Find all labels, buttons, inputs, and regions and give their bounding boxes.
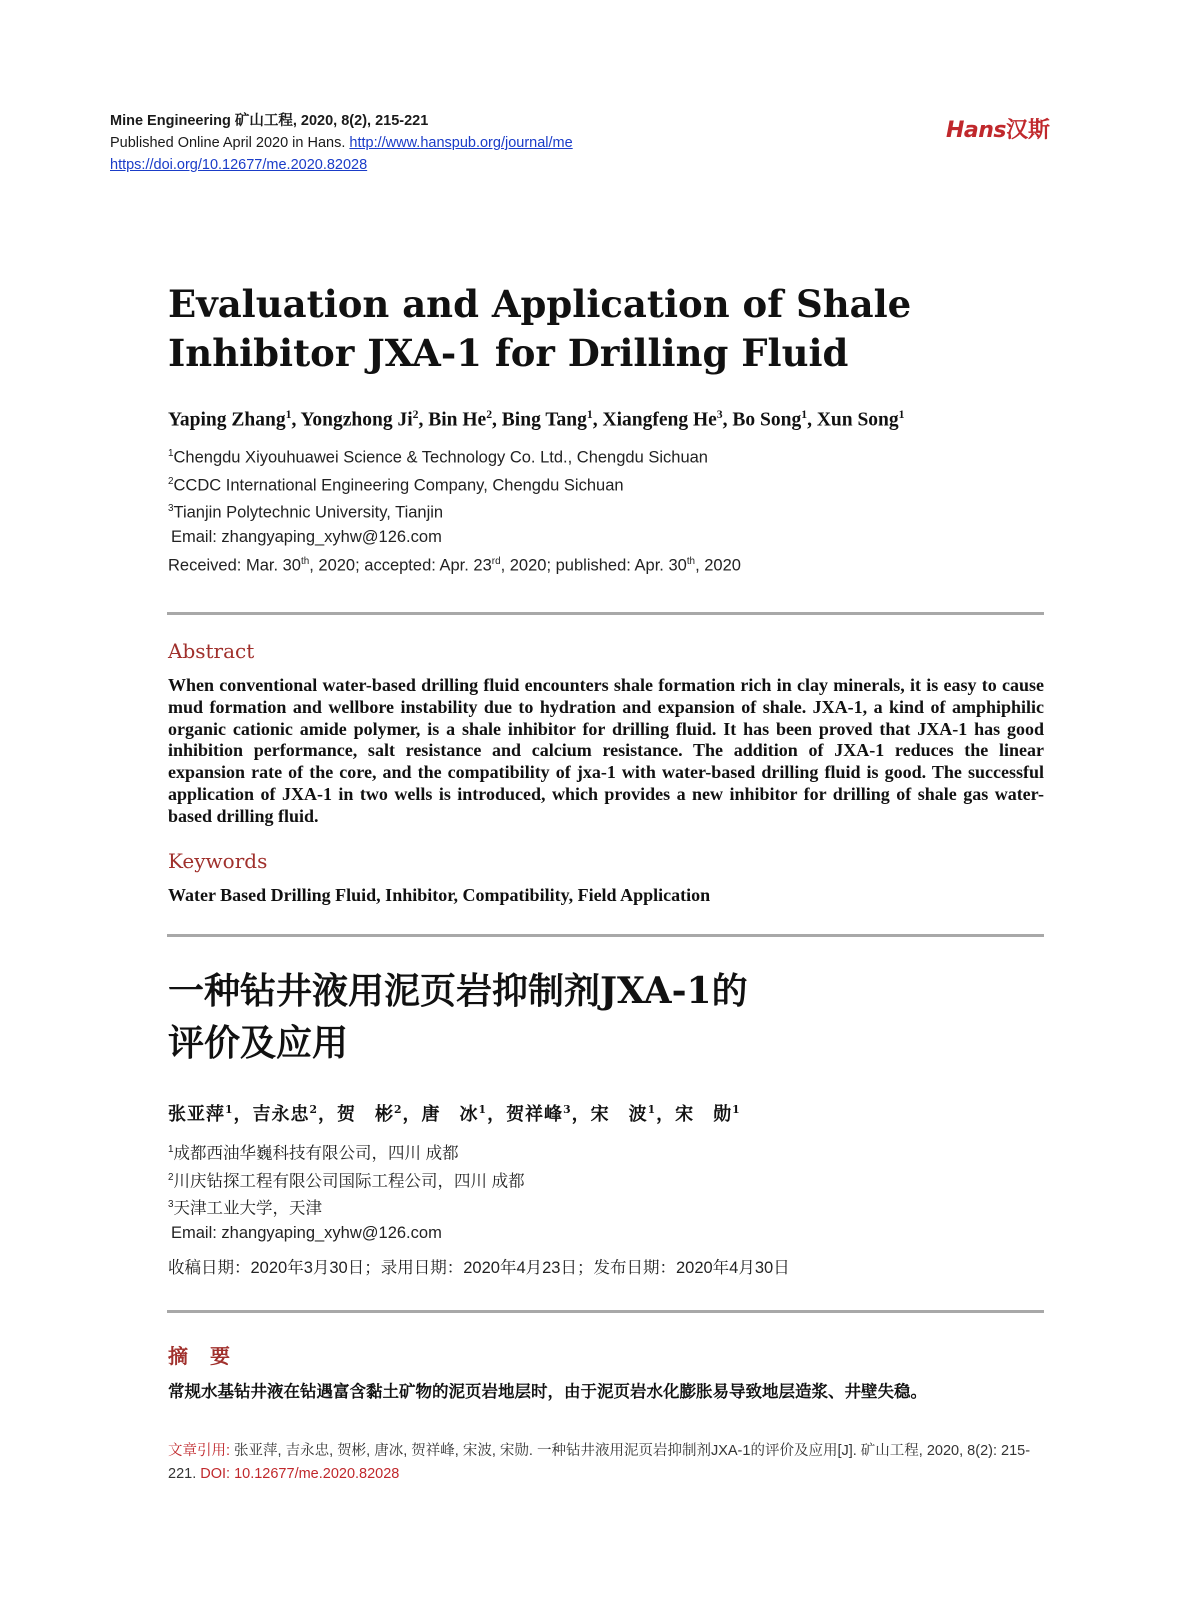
section-divider (167, 1310, 1044, 1313)
author-name: 宋 勋 (675, 1104, 733, 1125)
chinese-abstract-text: 常规水基钻井液在钻遇富含黏土矿物的泥页岩地层时，由于泥页岩水化膨胀易导致地层造浆、井壁失稳。 (168, 1382, 927, 1401)
english-affiliations (168, 442, 708, 549)
chinese-title-line-1: 一种钻井液用泥页岩抑制剂JXA-1的 (168, 970, 748, 1012)
author-affiliation-mark: 1 (898, 408, 905, 421)
accepted-text: , 2020; accepted: Apr. 23 (309, 556, 492, 575)
affiliation-text: 天津工业大学，天津 (173, 1199, 322, 1218)
received-text: Received: Mar. 30 (168, 556, 301, 575)
affiliation-text: Tianjin Polytechnic University, Tianjin (173, 503, 444, 522)
chinese-dates: 收稿日期：2020年3月30日；录用日期：2020年4月23日；发布日期：2020年4月30日 (168, 1259, 790, 1277)
citation (168, 1440, 1048, 1486)
author-affiliation-mark: 2 (412, 408, 419, 421)
email-line: Email: zhangyaping_xyhw@126.com (171, 527, 442, 546)
citation-body: 张亚萍, 吉永忠, 贺彬, 唐冰, 贺祥峰, 宋波, 宋勋. 一种钻井液用泥页岩抑制剂JXA-1的评价及应用[J]. 矿山工程, 2020, 8(2): 215-221. (168, 1443, 1031, 1482)
affiliation-number: 3 (168, 1199, 174, 1210)
author-name: Bo Song (732, 409, 802, 431)
author-affiliation-mark: 1 (225, 1103, 234, 1116)
author-affiliation-mark: 1 (478, 1103, 488, 1116)
year-text: , 2020 (695, 556, 741, 575)
section-divider (167, 934, 1044, 937)
email-line: Email: zhangyaping_xyhw@126.com (171, 1223, 442, 1242)
keywords-heading: Keywords (168, 849, 268, 873)
citation-label: 文章引用: (168, 1443, 231, 1459)
affiliation-number: 1 (168, 1144, 174, 1155)
author-name: Yaping Zhang (168, 409, 286, 431)
author-affiliation-mark: 2 (309, 1103, 319, 1116)
chinese-authors: 张亚萍$^1$，吉永忠$^2$，贺 彬$^2$，唐 冰$^1$，贺祥峰$^3$，宋 波$^1$，宋 勋$^1$ (168, 1103, 741, 1125)
chinese-affiliations (168, 1138, 525, 1245)
chinese-abstract-heading: 摘要 (168, 1344, 252, 1368)
author-affiliation-mark: 1 (586, 408, 593, 421)
author-affiliation-mark: 1 (285, 408, 292, 421)
ordinal-suffix: rd (491, 556, 501, 567)
section-divider (167, 612, 1044, 615)
author-name: 唐 冰 (421, 1104, 479, 1125)
logo-cjk-text: 汉斯 (1006, 118, 1051, 143)
affiliation-number: 3 (168, 503, 174, 514)
author-name: 张亚萍 (168, 1104, 225, 1125)
ordinal-suffix: th (686, 556, 696, 567)
published-line (110, 132, 573, 154)
affiliation-line (168, 497, 708, 525)
abstract-text: When conventional water-based drilling fluid encounters shale formation rich in clay minerals, it is easy to cause mud formation and wellbore instability due to hydration and expansion of shale. JXA-1, a kind of amphiphilic organic cationic amide polymer, is a shale inhibitor for drilling fluid. It has been proved that JXA-1 has good inhibition performance, salt resistance and calcium resistance. The addition of JXA-1 reduces the linear expansion rate of the core, and the compatibility of jxa-1 with water-based drilling fluid is good. The successful application of JXA-1 in two wells is introduced, which provides a new inhibitor for drilling of shale gas water-based drilling fluid. (168, 675, 1044, 826)
chinese-title (168, 965, 1068, 1069)
received-dates (168, 556, 741, 576)
english-title-line-2: Inhibitor JXA-1 for Drilling Fluid (168, 331, 849, 375)
author-affiliation-mark: 2 (486, 408, 493, 421)
ordinal-suffix: th (300, 556, 310, 567)
affiliation-line (168, 470, 708, 498)
affiliation-text: 川庆钻探工程有限公司国际工程公司，四川 成都 (173, 1172, 525, 1190)
journal-header (110, 110, 573, 176)
doi-url-link[interactable]: https://doi.org/10.12677/me.2020.82028 (110, 157, 368, 173)
author-name: Bin He (428, 409, 487, 431)
affiliation-line (168, 442, 708, 470)
author-affiliation-mark: 3 (716, 408, 723, 421)
author-name: 贺 彬 (337, 1104, 395, 1125)
journal-line: Mine Engineering 矿山工程, 2020, 8(2), 215-221 (110, 113, 429, 129)
published-prefix: Published Online April 2020 in Hans. (110, 135, 346, 151)
affiliation-text: Chengdu Xiyouhuawei Science & Technology Co. Ltd., Chengdu Sichuan (173, 448, 708, 467)
author-name: 贺祥峰 (506, 1104, 564, 1125)
affiliation-text: 成都西油华巍科技有限公司，四川 成都 (173, 1144, 459, 1163)
affiliation-number: 1 (168, 448, 174, 459)
author-affiliation-mark: 1 (732, 1103, 741, 1116)
author-affiliation-mark: 1 (647, 1103, 657, 1116)
chinese-title-line-2: 评价及应用 (168, 1022, 349, 1064)
author-name: Xiangfeng He (602, 409, 717, 431)
author-name: 宋 波 (590, 1104, 648, 1125)
author-name: 吉永忠 (252, 1104, 310, 1125)
author-affiliation-mark: 1 (801, 408, 808, 421)
published-text: , 2020; published: Apr. 30 (500, 556, 687, 575)
abstract-heading: Abstract (168, 639, 255, 663)
citation-doi[interactable]: DOI: 10.12677/me.2020.82028 (200, 1466, 400, 1482)
english-title-line-1: Evaluation and Application of Shale (168, 282, 912, 326)
logo-latin-text: Hans (946, 118, 1007, 143)
author-affiliation-mark: 3 (563, 1103, 572, 1116)
author-name: Xun Song (816, 409, 899, 431)
english-authors: Yaping Zhang$^1$, Yongzhong Ji$^2$, Bin He$^2$, Bing Tang$^1$, Xiangfeng He$^3$, Bo Song$^1$, Xun Song$^1$ (168, 408, 905, 431)
affiliation-number: 2 (168, 475, 174, 487)
affiliation-text: CCDC International Engineering Company, Chengdu Sichuan (173, 476, 624, 494)
affiliation-line (168, 1193, 525, 1221)
affiliation-line (168, 1166, 525, 1194)
affiliation-line (168, 1138, 525, 1166)
author-name: Yongzhong Ji (300, 409, 413, 431)
author-affiliation-mark: 2 (394, 1103, 403, 1116)
publisher-logo (946, 113, 1050, 144)
journal-url-link[interactable]: http://www.hanspub.org/journal/me (349, 135, 573, 151)
keywords-text: Water Based Drilling Fluid, Inhibitor, Compatibility, Field Application (168, 885, 711, 905)
author-name: Bing Tang (501, 409, 587, 431)
affiliation-number: 2 (168, 1171, 174, 1183)
english-title (168, 280, 1068, 378)
